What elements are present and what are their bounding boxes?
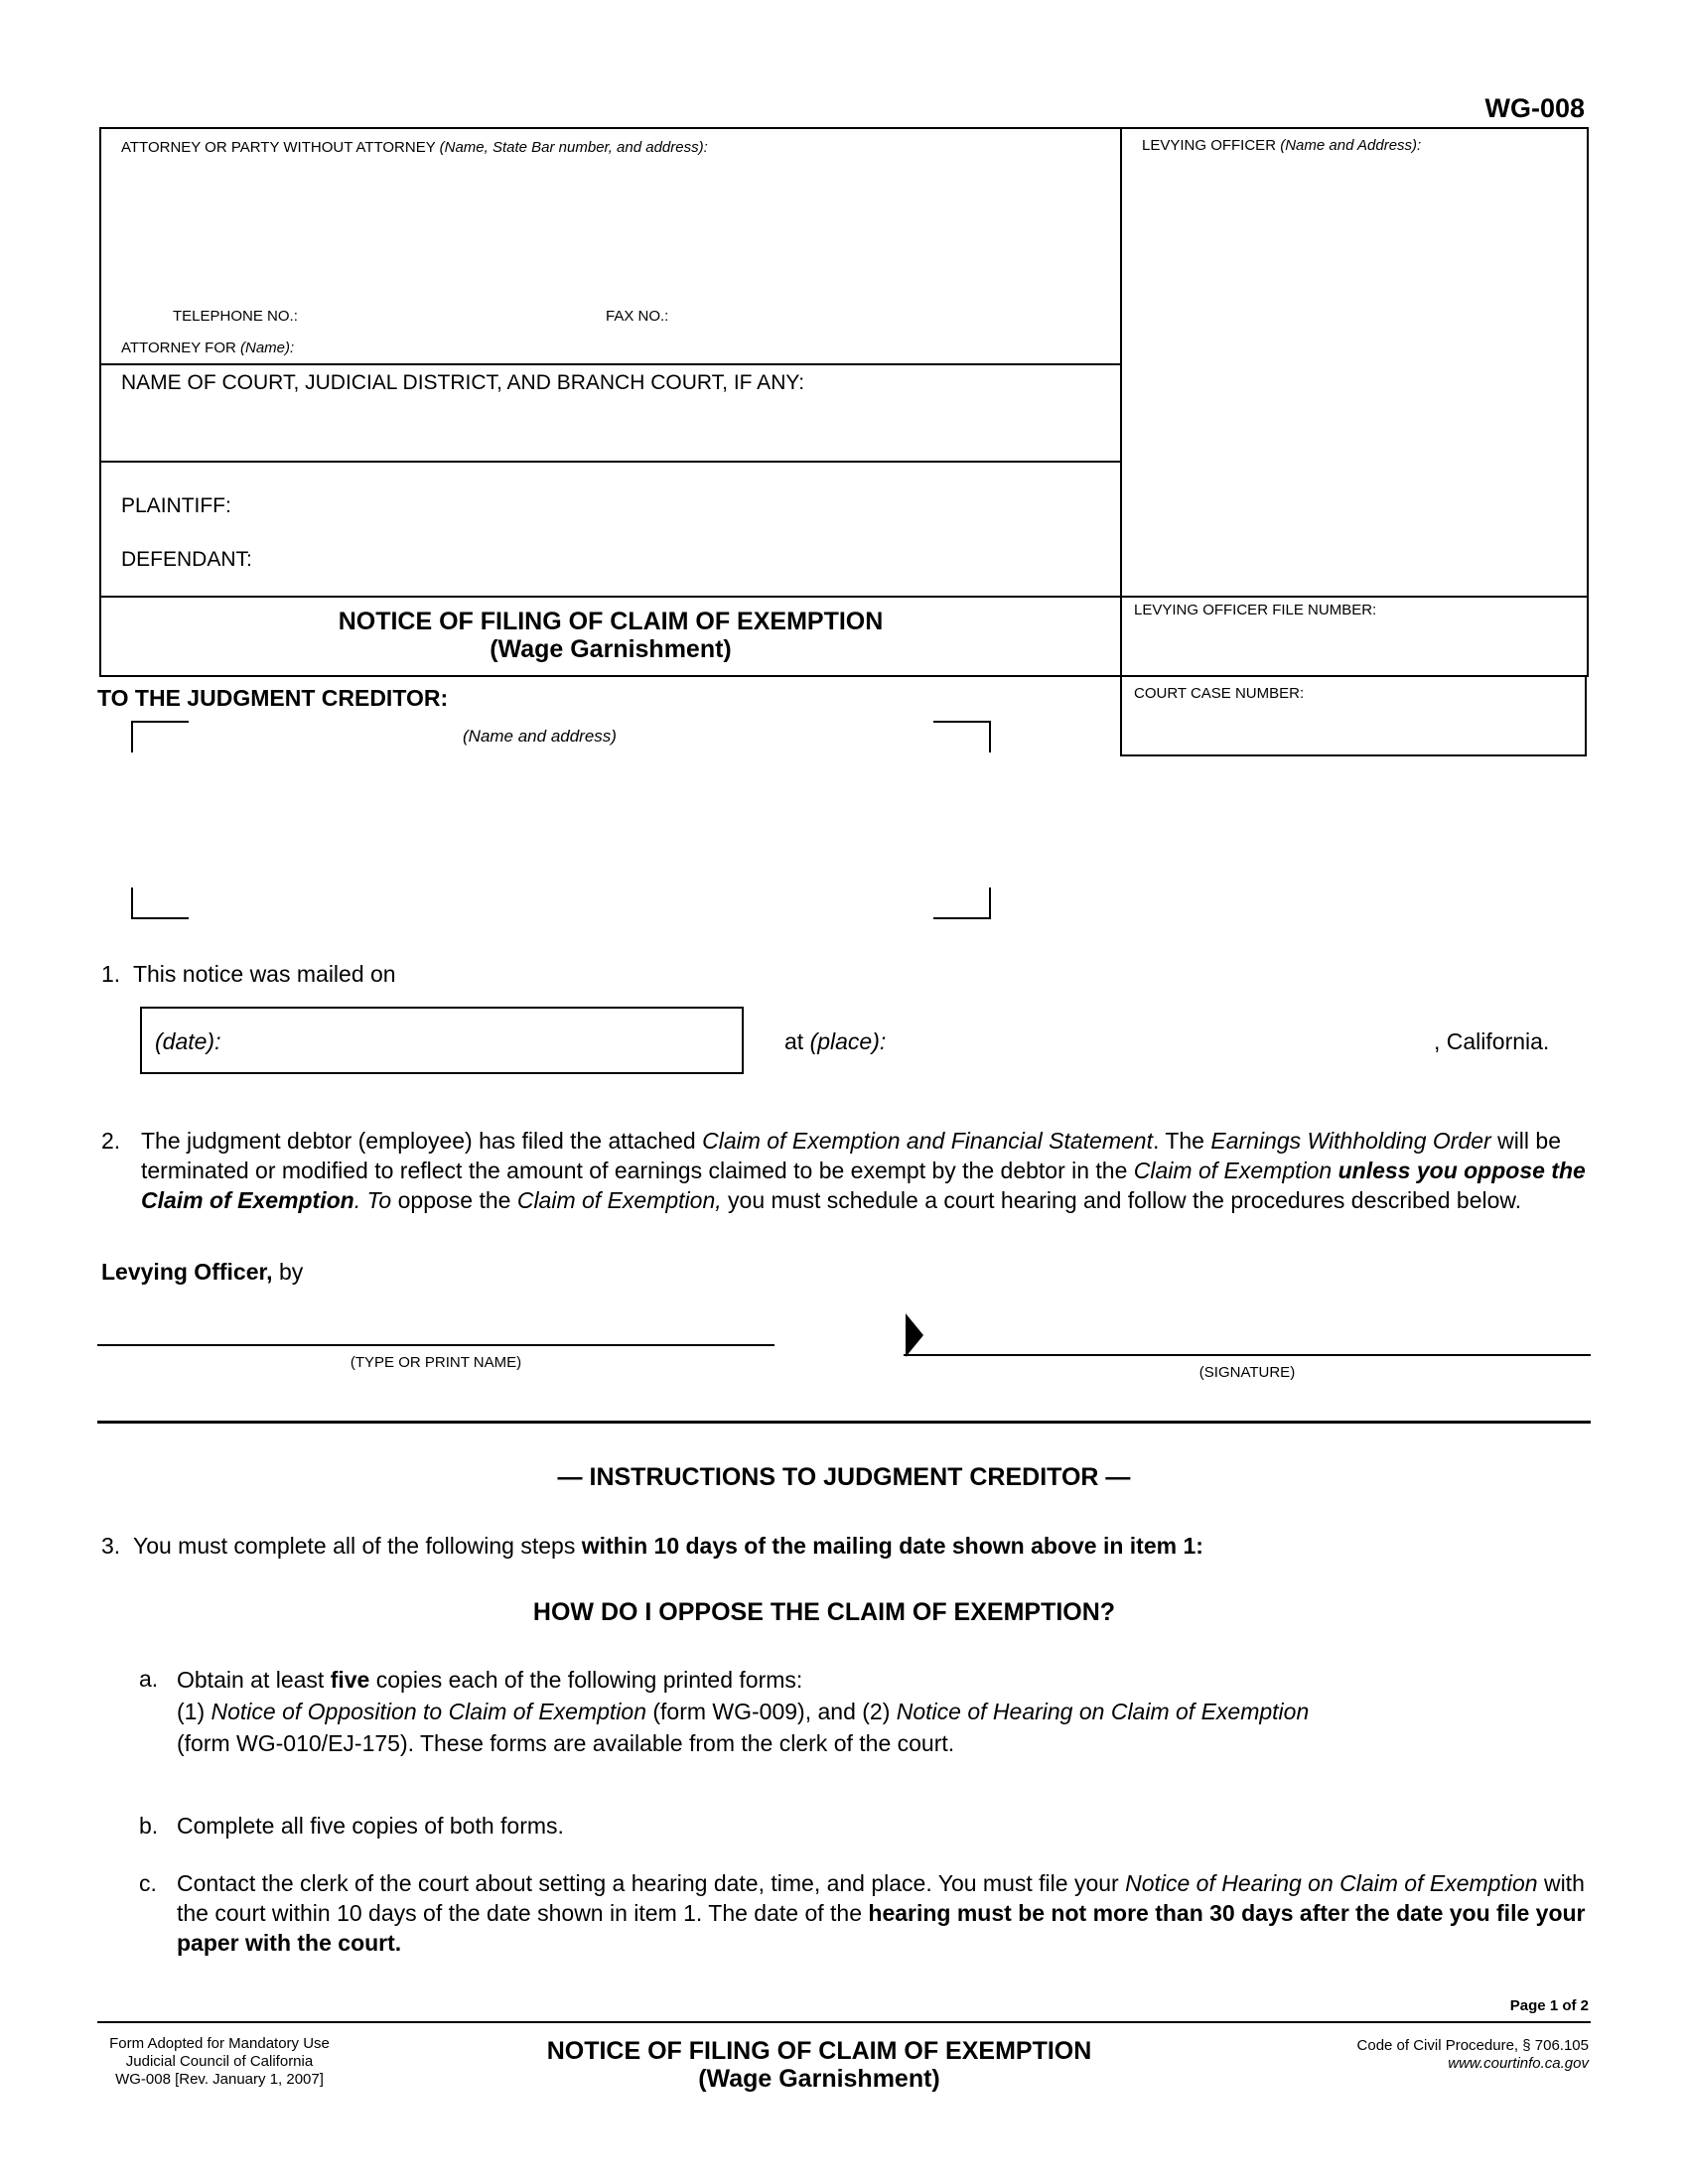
step-a-text3: (1) xyxy=(177,1699,211,1724)
signature-caption: (SIGNATURE) xyxy=(1198,1364,1296,1381)
step-c-letter: c. xyxy=(139,1870,157,1896)
corner-bottom-left xyxy=(131,887,189,919)
step-a-text5: (form WG-010/EJ-175). These forms are available from the clerk of the court. xyxy=(177,1730,955,1756)
item3-bold: within 10 days of the mailing date shown above in item 1: xyxy=(581,1533,1203,1559)
item2-p4-bold-italic: unless you oppose the Claim of Exemption xyxy=(141,1158,1586,1213)
step-a-text4: (form WG-009), and (2) xyxy=(645,1699,897,1724)
item2-p3-italic: Claim of Exemption xyxy=(1133,1158,1333,1183)
levying-officer-text: LEVYING OFFICER xyxy=(1142,137,1281,154)
item2-p6-italic: Claim of Exemption, xyxy=(516,1187,722,1213)
item2-p3: will be terminated or modified to reflect the amount of earnings claimed to be exempt by the debtor in the xyxy=(141,1128,1561,1183)
attorney-for-text: ATTORNEY FOR xyxy=(121,340,241,356)
step-a-form1: Notice of Opposition to Claim of Exemption xyxy=(211,1699,646,1724)
type-print-name-caption: (TYPE OR PRINT NAME) xyxy=(350,1354,522,1371)
item1-text: This notice was mailed on xyxy=(132,961,396,987)
levying-officer-bold: Levying Officer, xyxy=(101,1259,273,1285)
defendant-label: DEFENDANT: xyxy=(121,548,252,571)
court-name-label: NAME OF COURT, JUDICIAL DISTRICT, AND BRANCH COURT, IF ANY: xyxy=(121,371,805,394)
levying-officer-by xyxy=(101,1257,303,1287)
item2-paragraph xyxy=(141,1126,1591,1215)
footer-left-line1: Form Adopted for Mandatory Use xyxy=(109,2035,330,2052)
item3-text: You must complete all of the following steps xyxy=(132,1533,582,1559)
form-title-line2: (Wage Garnishment) xyxy=(490,635,732,663)
page-number: Page 1 of 2 xyxy=(1509,1997,1589,2014)
plaintiff-label: PLAINTIFF: xyxy=(121,494,231,517)
parties-box[interactable] xyxy=(99,461,1122,598)
step-a-bold: five xyxy=(330,1667,370,1693)
date-label: (date): xyxy=(155,1028,221,1054)
step-c-form: Notice of Hearing on Claim of Exemption xyxy=(1125,1870,1538,1896)
levying-file-label: LEVYING OFFICER FILE NUMBER: xyxy=(1134,602,1377,618)
signature-line[interactable] xyxy=(904,1354,1591,1356)
item2-number: 2. xyxy=(101,1128,121,1154)
footer-title-line1: NOTICE OF FILING OF CLAIM OF EXEMPTION xyxy=(546,2037,1092,2065)
item1-line xyxy=(101,959,396,989)
levying-officer-box[interactable] xyxy=(1120,127,1589,598)
court-case-label: COURT CASE NUMBER: xyxy=(1134,685,1305,702)
name-address-hint: (Name and address) xyxy=(463,727,617,746)
step-a-text xyxy=(177,1664,1567,1759)
form-number: WG-008 xyxy=(1484,93,1585,123)
corner-top-right xyxy=(933,721,991,752)
footer-website-link[interactable]: www.courtinfo.ca.gov xyxy=(1448,2055,1589,2072)
item3-number: 3. xyxy=(101,1533,121,1559)
item2-p2: . The xyxy=(1152,1128,1211,1154)
attorney-for-label xyxy=(121,340,294,356)
place-text: (place): xyxy=(809,1028,887,1054)
footer-title-line2: (Wage Garnishment) xyxy=(698,2065,940,2093)
fax-label: FAX NO.: xyxy=(606,308,669,325)
at-text: at xyxy=(784,1028,810,1054)
step-c-text xyxy=(177,1868,1587,1958)
form-title-line1: NOTICE OF FILING OF CLAIM OF EXEMPTION xyxy=(338,608,884,635)
corner-top-left xyxy=(131,721,189,752)
step-c-text2: with the court within 10 days of the date shown in item 1. The date of the xyxy=(177,1870,1585,1926)
footer-right xyxy=(1357,2037,1589,2073)
footer-right-line1: Code of Civil Procedure, § 706.105 xyxy=(1356,2037,1589,2054)
step-a-text1: Obtain at least xyxy=(177,1667,331,1693)
item2-p2-italic: Earnings Withholding Order xyxy=(1210,1128,1491,1154)
oppose-subheading: HOW DO I OPPOSE THE CLAIM OF EXEMPTION? xyxy=(532,1598,1116,1626)
california-label: , California. xyxy=(1434,1028,1550,1054)
footer-title xyxy=(427,2037,1211,2093)
levying-officer-italic: (Name and Address): xyxy=(1280,137,1422,154)
attorney-label xyxy=(121,139,708,156)
place-field[interactable] xyxy=(900,1021,1430,1060)
step-b-letter: b. xyxy=(139,1813,159,1839)
to-creditor-label: TO THE JUDGMENT CREDITOR: xyxy=(97,685,449,711)
telephone-label: TELEPHONE NO.: xyxy=(173,308,298,325)
step-b-text: Complete all five copies of both forms. xyxy=(177,1813,564,1839)
step-a-letter: a. xyxy=(139,1666,159,1692)
footer-divider xyxy=(97,2021,1591,2023)
item2-p5-italic: . To xyxy=(353,1187,392,1213)
item3-line xyxy=(101,1531,1203,1561)
step-a-form2: Notice of Hearing on Claim of Exemption xyxy=(896,1699,1310,1724)
item2-p7: you must schedule a court hearing and follow the procedures described below. xyxy=(721,1187,1522,1213)
section-divider xyxy=(97,1421,1591,1424)
type-print-name-line[interactable] xyxy=(97,1344,774,1346)
attorney-box[interactable] xyxy=(99,127,1122,365)
creditor-address-area[interactable] xyxy=(131,721,991,919)
corner-bottom-right xyxy=(933,887,991,919)
levying-by-text: by xyxy=(272,1259,304,1285)
place-label xyxy=(784,1026,886,1056)
footer-left xyxy=(97,2035,342,2089)
form-title xyxy=(99,608,1122,663)
levying-officer-label xyxy=(1142,137,1421,154)
item1-number: 1. xyxy=(101,961,121,987)
mailed-date-field[interactable] xyxy=(140,1007,744,1074)
step-c-text1: Contact the clerk of the court about setting a hearing date, time, and place. You must file your xyxy=(177,1870,1126,1896)
signature-arrow-icon xyxy=(906,1313,923,1357)
item2-p1-italic: Claim of Exemption and Financial Statement xyxy=(702,1128,1153,1154)
step-a-text2: copies each of the following printed forms: xyxy=(369,1667,803,1693)
footer-left-line3: WG-008 [Rev. January 1, 2007] xyxy=(115,2071,324,2088)
attorney-label-italic: (Name, State Bar number, and address): xyxy=(439,139,708,156)
attorney-label-text: ATTORNEY OR PARTY WITHOUT ATTORNEY xyxy=(121,139,440,156)
item2-p1: The judgment debtor (employee) has filed the attached xyxy=(141,1128,703,1154)
footer-left-line2: Judicial Council of California xyxy=(125,2053,314,2070)
item2-p6: oppose the xyxy=(391,1187,517,1213)
step-c-bold: hearing must be not more than 30 days after the date you file your paper with the court. xyxy=(177,1900,1586,1956)
attorney-for-italic: (Name): xyxy=(240,340,295,356)
instructions-heading: — INSTRUCTIONS TO JUDGMENT CREDITOR — xyxy=(557,1463,1131,1491)
